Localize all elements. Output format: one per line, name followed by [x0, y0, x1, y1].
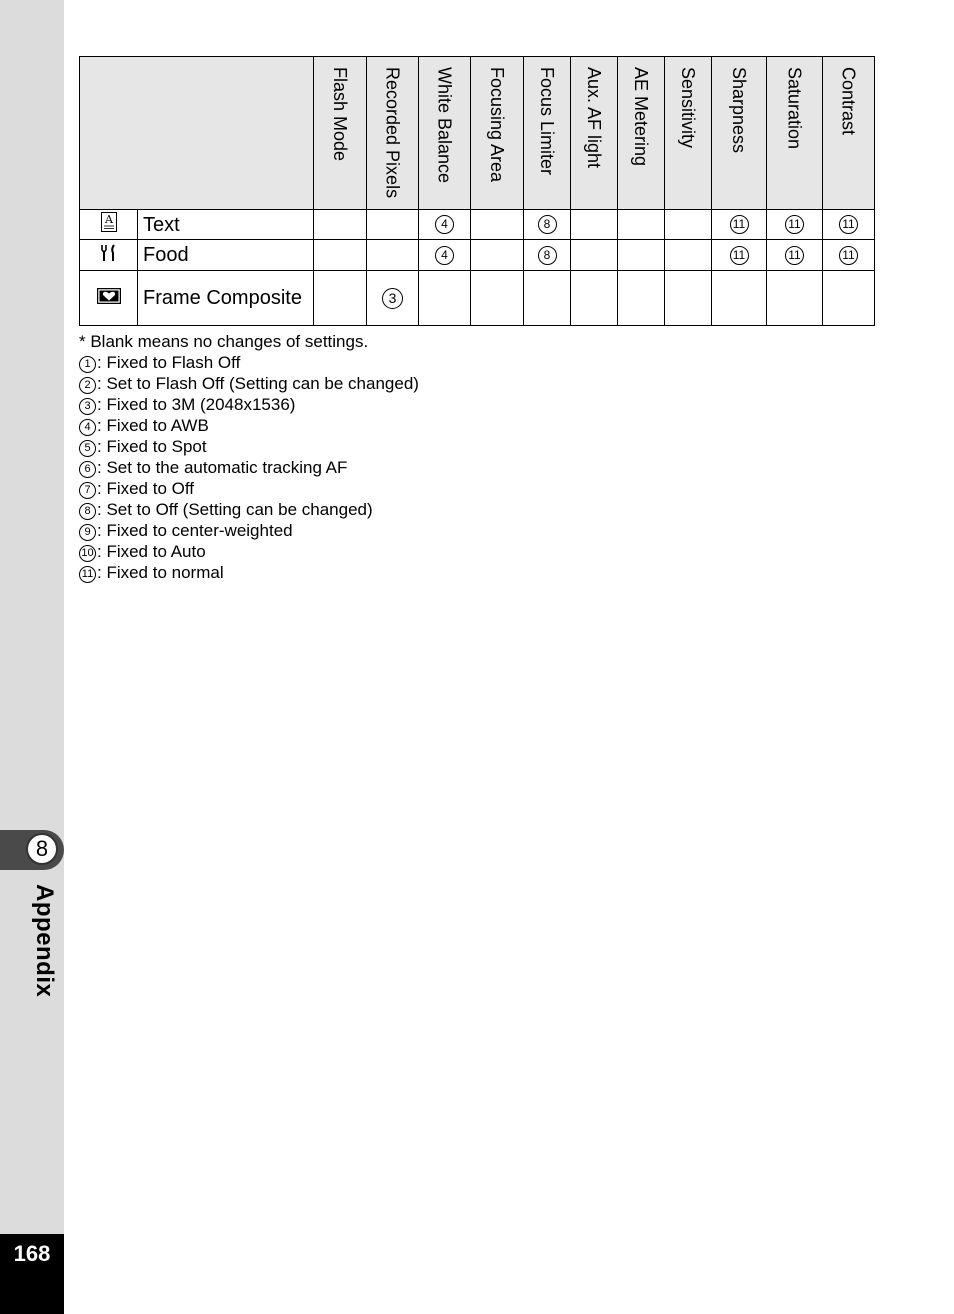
note-item: 7 : Fixed to Off: [79, 478, 419, 499]
table-cell: [665, 271, 712, 326]
table-header-cell: Aux. AF light: [571, 57, 618, 210]
table-cell: [571, 210, 618, 240]
note-item: 6 : Set to the automatic tracking AF: [79, 457, 419, 478]
table-cell: [767, 271, 823, 326]
blank-note: * Blank means no changes of settings.: [79, 332, 369, 351]
table-cell: [665, 240, 712, 271]
table-header-cell: Sensitivity: [665, 57, 712, 210]
table-cell: [524, 271, 571, 326]
table-cell: [823, 271, 875, 326]
chapter-label: Appendix: [31, 884, 58, 998]
note-item: 3 : Fixed to 3M (2048x1536): [79, 394, 419, 415]
table-header-cell: Focusing Area: [471, 57, 524, 210]
table-cell: 11: [712, 240, 767, 271]
table-cell: 11: [823, 210, 875, 240]
table-cell: 11: [767, 240, 823, 271]
side-strip: [0, 0, 64, 1314]
settings-table: [79, 56, 875, 326]
table-cell: [471, 210, 524, 240]
table-cell: [618, 271, 665, 326]
note-item: 2 : Set to Flash Off (Setting can be changed): [79, 373, 419, 394]
table-cell: [367, 210, 419, 240]
table-cell: 11: [712, 210, 767, 240]
table-header-cell: AE Metering: [618, 57, 665, 210]
table-cell: 8: [524, 240, 571, 271]
icon-cell: [80, 210, 138, 240]
table-cell: 4: [419, 240, 471, 271]
table-header-cell: Recorded Pixels: [367, 57, 419, 210]
table-header-cell: Flash Mode: [314, 57, 367, 210]
header-corner: [80, 57, 314, 210]
table-row: [80, 271, 875, 326]
table-cell: [314, 271, 367, 326]
footnotes: [79, 331, 419, 583]
table-cell: 11: [767, 210, 823, 240]
table-header-row: [80, 57, 875, 210]
table-cell: 4: [419, 210, 471, 240]
food-mode-icon: [99, 244, 119, 262]
text-mode-icon: [101, 212, 117, 232]
table-cell: 3: [367, 271, 419, 326]
note-item: 10 : Fixed to Auto: [79, 541, 419, 562]
table-cell: [471, 240, 524, 271]
table-header-cell: Focus Limiter: [524, 57, 571, 210]
table-cell: [571, 240, 618, 271]
table-cell: [571, 271, 618, 326]
svg-text:A: A: [104, 213, 113, 226]
note-item: 5 : Fixed to Spot: [79, 436, 419, 457]
table-cell: [314, 210, 367, 240]
table-cell: [618, 210, 665, 240]
scene-name: Frame Composite: [138, 271, 314, 326]
note-item: 8 : Set to Off (Setting can be changed): [79, 499, 419, 520]
page-number: 168: [13, 1241, 51, 1266]
frame-composite-icon: [97, 288, 121, 304]
table-cell: 11: [823, 240, 875, 271]
table-row: [80, 240, 875, 271]
table-cell: [665, 210, 712, 240]
scene-name: Text: [138, 210, 314, 240]
table-cell: [712, 271, 767, 326]
icon-cell: [80, 271, 138, 326]
table-cell: [314, 240, 367, 271]
note-item: 9 : Fixed to center-weighted: [79, 520, 419, 541]
table-header-cell: Saturation: [767, 57, 823, 210]
table-cell: 8: [524, 210, 571, 240]
table-row: [80, 210, 875, 240]
table-cell: [419, 271, 471, 326]
table-header-cell: Contrast: [823, 57, 875, 210]
table-header-cell: Sharpness: [712, 57, 767, 210]
chapter-number: 8: [26, 833, 58, 865]
note-item: 4 : Fixed to AWB: [79, 415, 419, 436]
table-cell: [471, 271, 524, 326]
note-item: 11 : Fixed to normal: [79, 562, 419, 583]
table-cell: [367, 240, 419, 271]
scene-name: Food: [138, 240, 314, 271]
table-header-cell: White Balance: [419, 57, 471, 210]
table-cell: [618, 240, 665, 271]
note-item: 1 : Fixed to Flash Off: [79, 352, 419, 373]
icon-cell: [80, 240, 138, 271]
